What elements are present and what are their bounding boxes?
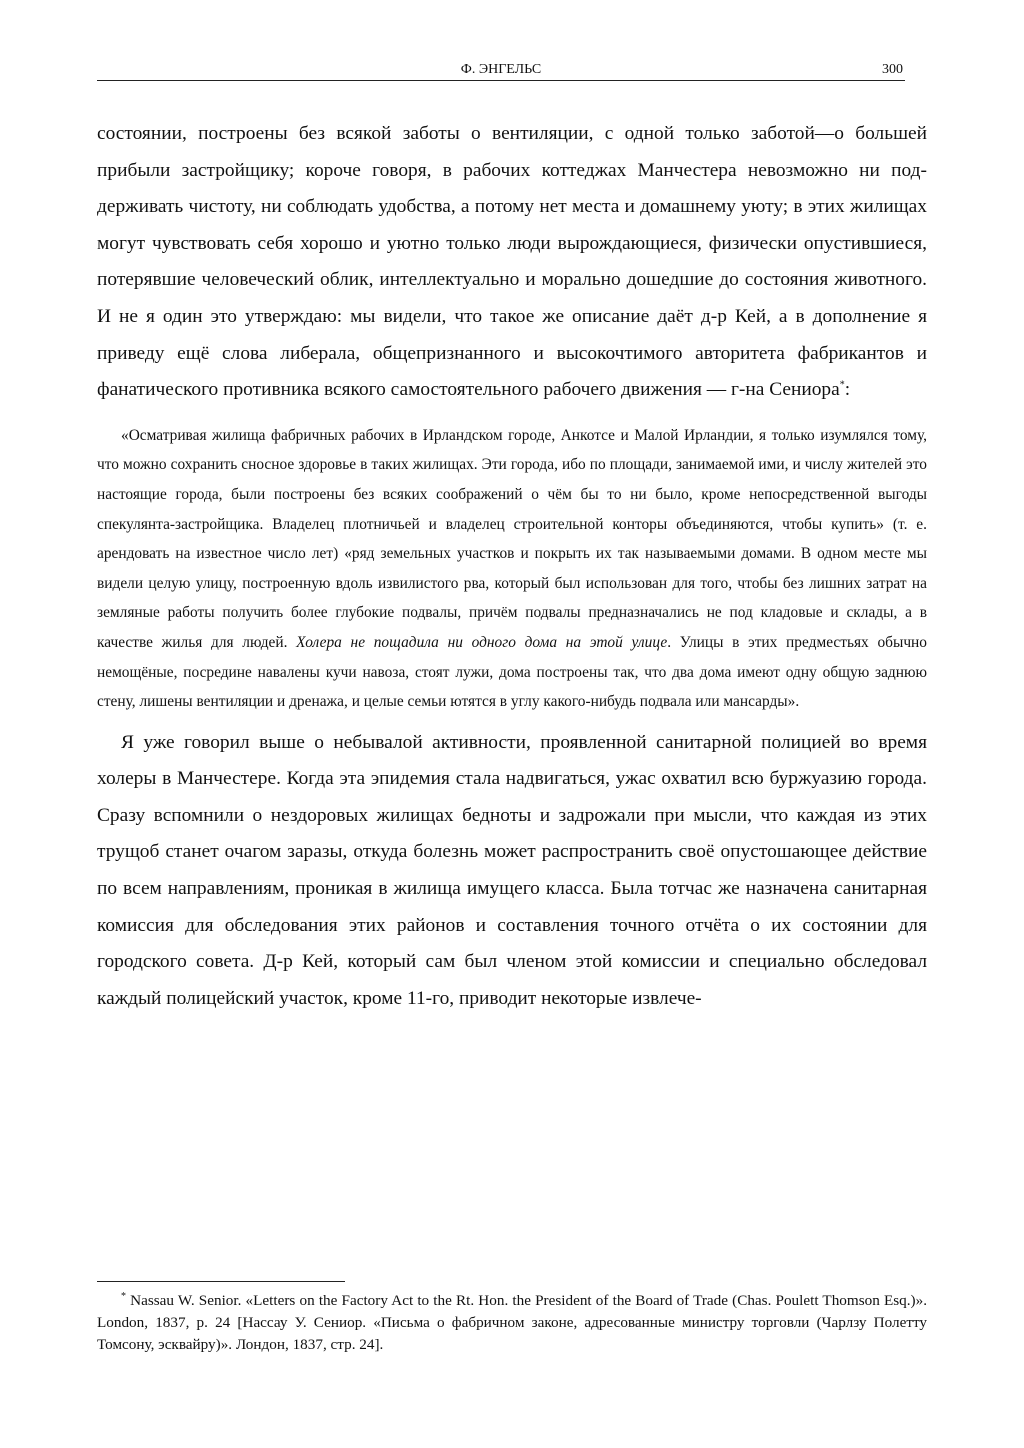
paragraph-1	[97, 116, 927, 409]
footnote-text: Nassau W. Senior. «Letters on the Factory Act to the Rt. Hon. the President of the Board of Trade (Chas. Poulett Thomson Esq.)». London, 1837, p. 24 [Нассау У. Сениор. «Письма о фабричном законе, адресованные министру торговли (Чарлзу Полетту Томсону, эсквайру)». Лондон, 1837, стр. 24].	[97, 1292, 927, 1353]
quote-paragraph	[97, 421, 927, 717]
footnote-divider	[97, 1281, 345, 1282]
quote-text-2: . Улицы в этих предместьях обычно немощёные, посредине навалены кучи навоза, стоят лужи, дома построены так, что два дома имеют одну общую заднюю стену, лишены вентиляции и дренажа, и целые семьи ютятся в углу какого-нибудь подвала или мансарды».	[97, 633, 927, 711]
body-text	[97, 116, 927, 1017]
paragraph-1-end: :	[844, 379, 851, 401]
main-text-first	[97, 116, 927, 409]
paragraph-1-text: состоянии, построены без всякой заботы о вентиляции, с одной только заботой—о большей прибыли застройщику; короче говоря, в рабочих коттеджах Манчестера невозможно ни поддерживать чистоту, ни соблюдать удобства, а потому нет места и домашнему уюту; в этих жилищах могут чувствовать себя хорошо и уютно только люди вырождающиеся, физически опустившиеся, потерявшие человеческий облик, интеллектуально и морально дошедшие до состояния животного. И не я один это утверждаю: мы видели, что такое же описание даёт д-р Кей, а в дополнение я приведу ещё слова либерала, общепризнанного и высокочтимого авторитета фабрикантов и фанатического противника всякого самостоятельного рабочего движения — г-на Сениора	[97, 123, 927, 401]
quote-text-1: «Осматривая жилища фабричных рабочих в Ирландском городе, Анкотсе и Малой Ирландии, я только изумлялся тому, что можно сохранить сносное здоровье в таких жилищах. Эти города, ибо по площади, занимаемой ими, и числу жителей это настоящие города, были построены без всяких соображений о чём бы то ни было, кроме непосредственной выгоды спекулянта-застройщика. Владелец плотничьей и владелец строительной конторы объединяются, чтобы купить» (т. е. арендовать на известное число лет) «ряд земельных участков и покрыть их так называемыми домами. В одном месте мы видели целую улицу, построенную вдоль извилистого рва, который был использован для того, чтобы без лишних затрат на земляные работы получить более глубокие подвалы, причём подвалы предназначались не под кладовые и склады, а в качестве жилья для людей.	[97, 426, 927, 651]
page-number: 300	[882, 62, 903, 77]
quote-emphasis: Холера не пощадила ни одного дома на этой улице	[296, 633, 668, 651]
running-header	[97, 62, 905, 81]
block-quote	[97, 421, 927, 717]
running-title: Ф. ЭНГЕЛЬС	[460, 62, 542, 77]
footnote-reference[interactable]: *	[839, 379, 845, 391]
main-text-second	[97, 725, 927, 1018]
paragraph-2: Я уже говорил выше о небывалой активности, проявленной санитарной полицией во время холеры в Манчестере. Когда эта эпидемия стала надвигаться, ужас охватил всю буржуазию города. Сразу вспомнили о нездоровых жилищах бедноты и задрожали при мысли, что каждая из этих трущоб станет очагом заразы, откуда болезнь может распространить своё опустошающее действие по всем направлениям, проникая в жилища имущего класса. Была тотчас же назначена санитарная комиссия для обследования этих районов и составления точного отчёта о их состоянии для городского совета. Д-р Кей, который сам был членом этой комиссии и специально обследовал каждый полицейский участок, кроме 11-го, приводит некоторые извлече-	[97, 731, 927, 1009]
footnote: * Nassau W. Senior. «Letters on the Factory Act to the Rt. Hon. the President of the Board of Trade (Chas. Poulett Thomson Esq.)». London, 1837, p. 24 [Нассау У. Сениор. «Письма о фабричном законе, адресованные министру торговли (Чарлзу Полетту Томсону, эсквайру)». Лондон, 1837, стр. 24].	[97, 1290, 927, 1353]
